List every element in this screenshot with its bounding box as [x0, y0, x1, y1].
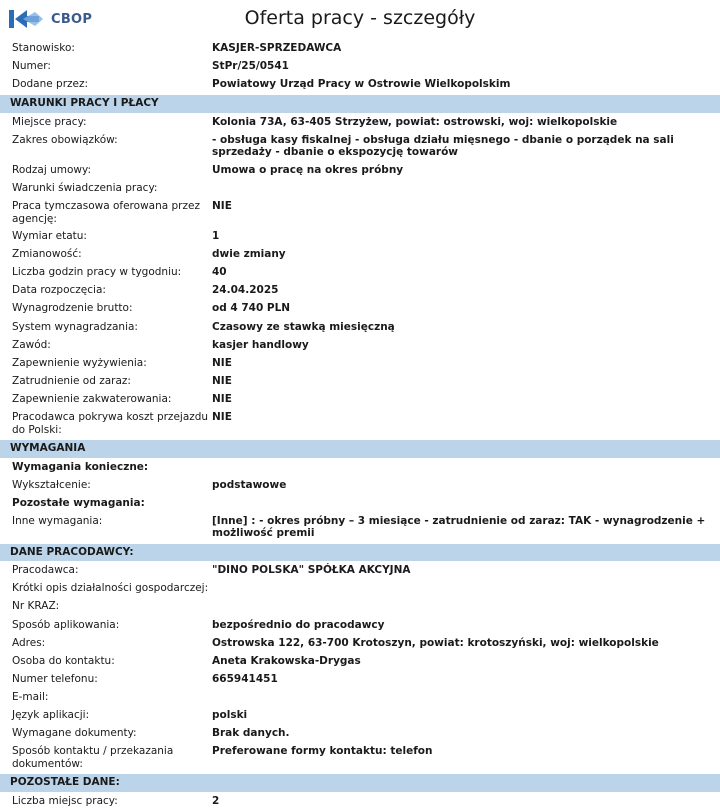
row-wyzywienie	[0, 355, 720, 373]
field-label: E-mail:	[12, 690, 49, 703]
field-value: NIE	[212, 374, 232, 387]
field-value: Brak danych.	[212, 727, 290, 740]
field-value: Kolonia 73A, 63-405 Strzyżew, powiat: ostrowski, woj: wielkopolskie	[212, 115, 618, 128]
field-value: Preferowane formy kontaktu: telefon	[212, 745, 433, 758]
logo-text: CBOP	[51, 11, 93, 27]
row-dodane-przez	[0, 76, 720, 94]
field-label: Pracodawca:	[12, 564, 79, 577]
field-label: Sposób aplikowania:	[12, 618, 120, 631]
field-value: 2	[212, 794, 220, 807]
field-label: Adres:	[12, 636, 46, 649]
row-numer-telefonu	[0, 671, 720, 689]
field-label: Wynagrodzenie brutto:	[12, 302, 133, 315]
field-label: Warunki świadczenia pracy:	[12, 181, 158, 194]
field-value: polski	[212, 709, 248, 722]
section-header-wymagania: WYMAGANIA	[0, 440, 720, 458]
field-value: podstawowe	[212, 478, 287, 491]
row-sposob-aplikowania	[0, 617, 720, 635]
row-zawod	[0, 337, 720, 355]
field-value: [Inne] : - okres próbny – 3 miesiące - zatrudnienie od zaraz: TAK - wynagrodzenie + możliwość premii	[212, 514, 706, 540]
row-wyksztalcenie	[0, 477, 720, 495]
row-system-wynagradzania	[0, 319, 720, 337]
field-value: bezpośrednio do pracodawcy	[212, 618, 385, 631]
field-value: StPr/25/0541	[212, 60, 289, 73]
field-label: Język aplikacji:	[12, 709, 90, 722]
field-value: 665941451	[212, 672, 278, 685]
field-label: Numer:	[12, 60, 51, 73]
row-warunki-swiadczenia	[0, 180, 720, 198]
field-value: NIE	[212, 392, 232, 405]
field-label: Zatrudnienie od zaraz:	[12, 374, 131, 387]
row-email	[0, 689, 720, 707]
field-value: dwie zmiany	[212, 248, 286, 261]
row-data-rozpoczecia	[0, 282, 720, 300]
field-value: 1	[212, 230, 220, 243]
row-numer	[0, 58, 720, 76]
field-label: Nr KRAZ:	[12, 600, 60, 613]
row-liczba-miejsc	[0, 793, 720, 811]
offer-details	[0, 40, 720, 811]
field-label: Pracodawca pokrywa koszt przejazdu do Polski:	[12, 411, 209, 436]
field-label: Wymiar etatu:	[12, 230, 87, 243]
field-label: Stanowisko:	[12, 42, 75, 54]
field-value: od 4 740 PLN	[212, 302, 291, 315]
field-label: Zapewnienie zakwaterowania:	[12, 392, 172, 405]
field-value: 40	[212, 266, 227, 279]
field-value: Czasowy ze stawką miesięczną	[212, 320, 395, 333]
row-zatrudnienie-od-zaraz	[0, 373, 720, 391]
field-value: Ostrowska 122, 63-700 Krotoszyn, powiat: krotoszyński, woj: wielkopolskie	[212, 636, 659, 649]
row-stanowisko	[0, 40, 720, 58]
row-liczba-godzin	[0, 264, 720, 282]
field-label: Rodzaj umowy:	[12, 163, 91, 176]
field-label: Liczba miejsc pracy:	[12, 794, 118, 807]
subheading-wymagania-konieczne: Wymagania konieczne:	[12, 460, 149, 473]
field-value: Umowa o pracę na okres próbny	[212, 163, 404, 176]
field-value: 24.04.2025	[212, 284, 279, 297]
field-label: Dodane przez:	[12, 78, 89, 91]
field-label: Zmianowość:	[12, 248, 82, 261]
row-sposob-kontaktu	[0, 743, 720, 773]
row-zakwaterowanie	[0, 391, 720, 409]
row-koszt-przejazdu	[0, 409, 720, 439]
field-label: Liczba godzin pracy w tygodniu:	[12, 266, 182, 279]
row-miejsce-pracy	[0, 114, 720, 132]
row-rodzaj-umowy	[0, 162, 720, 180]
row-wymiar-etatu	[0, 228, 720, 246]
field-label: Zawód:	[12, 338, 51, 351]
field-value: kasjer handlowy	[212, 338, 309, 351]
row-adres	[0, 635, 720, 653]
page-title: Oferta pracy - szczegóły	[244, 7, 476, 29]
field-label: Inne wymagania:	[12, 514, 103, 527]
field-value: KASJER-SPRZEDAWCA	[212, 42, 342, 54]
row-pracodawca	[0, 562, 720, 580]
field-label: Numer telefonu:	[12, 672, 98, 685]
row-inne-wymagania	[0, 513, 720, 543]
field-value: Powiatowy Urząd Pracy w Ostrowie Wielkopolskim	[212, 78, 511, 91]
row-opis-dzialalnosci	[0, 580, 720, 598]
row-praca-tymczasowa	[0, 198, 720, 228]
subheading-pozostale-wymagania: Pozostałe wymagania:	[12, 496, 145, 509]
page-header	[0, 0, 720, 38]
field-label: Praca tymczasowa oferowana przez agencję:	[12, 200, 200, 225]
field-label: Osoba do kontaktu:	[12, 654, 115, 667]
row-zakres-obowiazkow	[0, 132, 720, 162]
field-label: Wykształcenie:	[12, 478, 91, 491]
row-wynagrodzenie	[0, 300, 720, 318]
field-value: Aneta Krakowska-Drygas	[212, 654, 361, 667]
field-value: "DINO POLSKA" SPÓŁKA AKCYJNA	[212, 564, 411, 577]
row-wymagane-dokumenty	[0, 725, 720, 743]
field-value: - obsługa kasy fiskalnej - obsługa działu mięsnego - dbanie o porządek na sali sprzedaży - dbanie o ekspozycję towarów	[212, 133, 674, 159]
field-label: Wymagane dokumenty:	[12, 727, 137, 740]
field-value: NIE	[212, 200, 232, 213]
field-label: Data rozpoczęcia:	[12, 284, 106, 297]
field-label: Miejsce pracy:	[12, 115, 87, 128]
section-header-warunki: WARUNKI PRACY I PŁACY	[0, 95, 720, 113]
field-value: NIE	[212, 356, 232, 369]
section-header-dane-pracodawcy: DANE PRACODAWCY:	[0, 544, 720, 562]
field-label: Sposób kontaktu / przekazania dokumentów:	[12, 745, 174, 770]
field-label: System wynagradzania:	[12, 320, 138, 333]
field-label: Zakres obowiązków:	[12, 133, 118, 146]
field-label: Krótki opis działalności gospodarczej:	[12, 582, 209, 595]
field-label: Zapewnienie wyżywienia:	[12, 356, 147, 369]
row-zmianowosc	[0, 246, 720, 264]
row-nr-kraz	[0, 598, 720, 616]
row-osoba-kontakt	[0, 653, 720, 671]
row-jezyk-aplikacji	[0, 707, 720, 725]
section-header-pozostale-dane: POZOSTAŁE DANE:	[0, 774, 720, 792]
field-value: NIE	[212, 411, 232, 423]
